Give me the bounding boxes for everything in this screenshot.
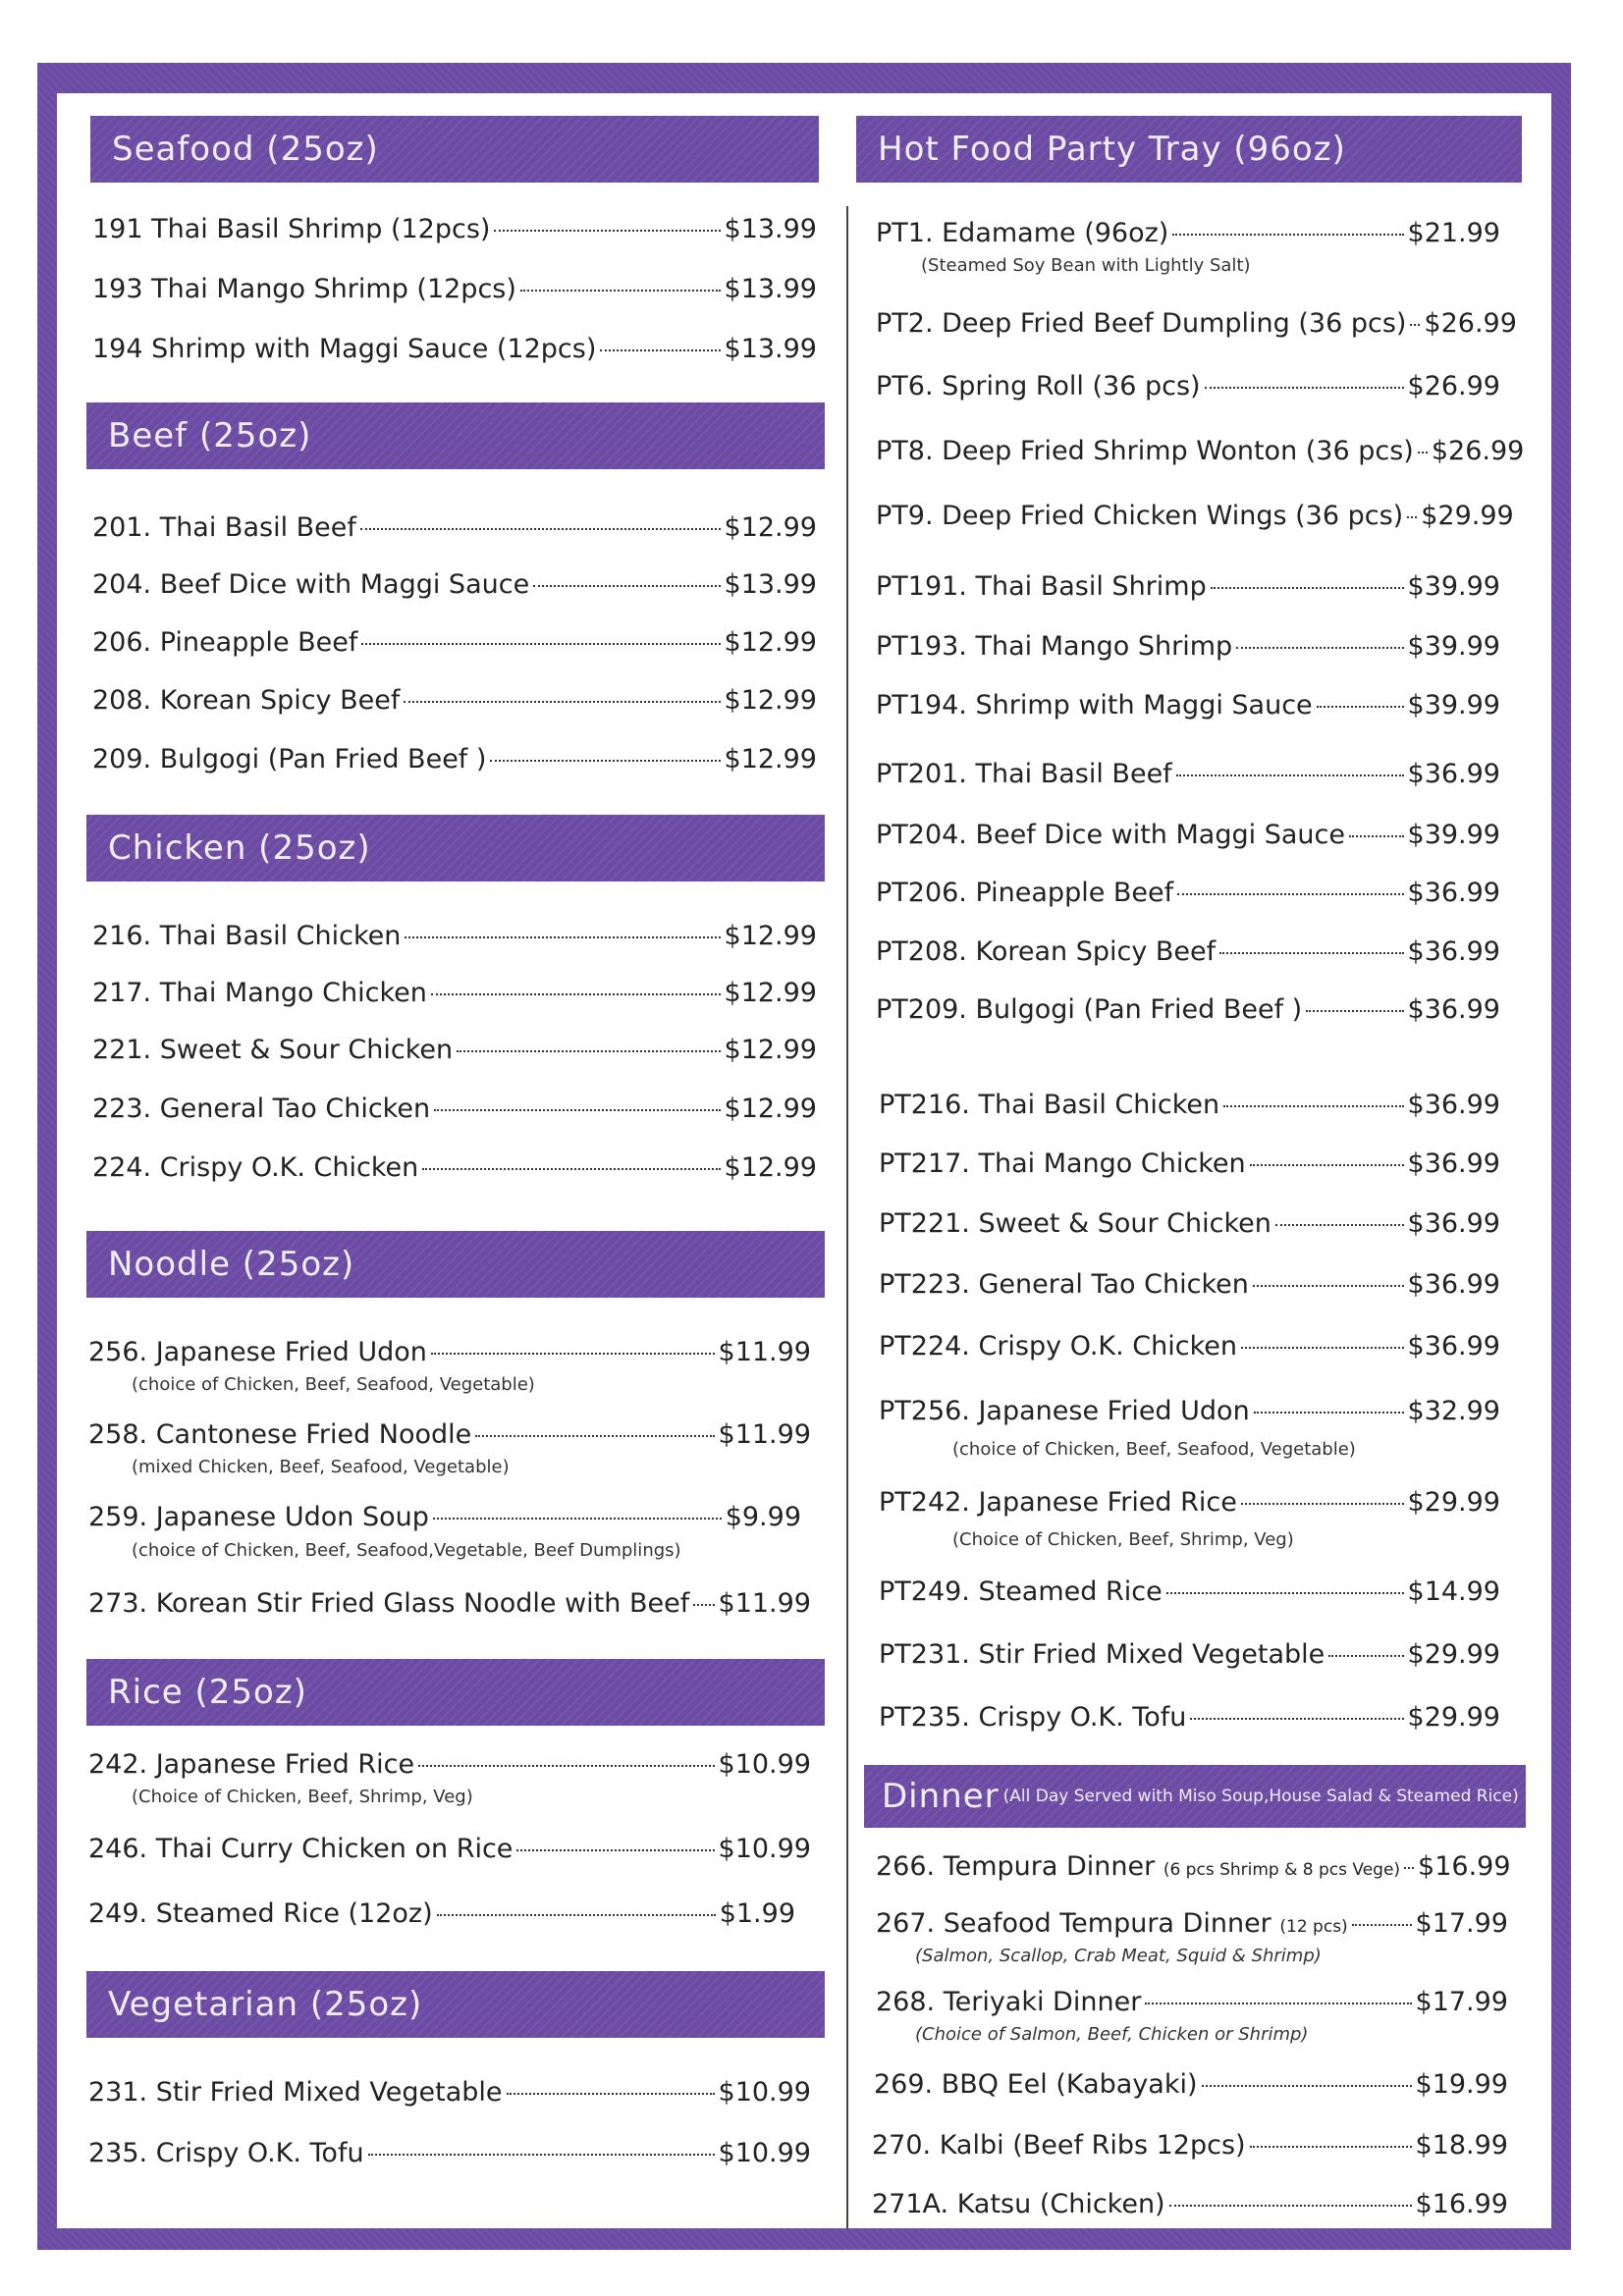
section-header-rice: Rice (25oz) xyxy=(86,1659,825,1726)
menu-item: 273. Korean Stir Fried Glass Noodle with Beef $11.99 xyxy=(88,1588,811,1619)
menu-item: 249. Steamed Rice (12oz) $1.99 xyxy=(88,1898,795,1929)
menu-item: 231. Stir Fried Mixed Vegetable $10.99 xyxy=(88,2077,811,2108)
item-note: (choice of Chicken, Beef, Seafood, Vegetable) xyxy=(952,1439,1356,1460)
menu-item: PT201. Thai Basil Beef $36.99 xyxy=(876,759,1500,789)
item-note: (mixed Chicken, Beef, Seafood, Vegetable) xyxy=(132,1457,510,1477)
menu-item: PT221. Sweet & Sour Chicken $36.99 xyxy=(879,1208,1500,1239)
menu-item: PT224. Crispy O.K. Chicken $36.99 xyxy=(879,1331,1500,1362)
item-note: (Choice of Salmon, Beef, Chicken or Shrimp) xyxy=(915,2024,1309,2045)
menu-item: 242. Japanese Fried Rice $10.99 xyxy=(88,1749,811,1780)
menu-item: PT249. Steamed Rice $14.99 xyxy=(879,1576,1500,1607)
menu-item: 201. Thai Basil Beef $12.99 xyxy=(92,512,817,543)
menu-item: 271A. Katsu (Chicken) $16.99 xyxy=(872,2189,1508,2219)
menu-item: 269. BBQ Eel (Kabayaki) $19.99 xyxy=(874,2069,1508,2100)
item-note: (choice of Chicken, Beef, Seafood,Vegetable, Beef Dumplings) xyxy=(132,1540,681,1561)
menu-item: 208. Korean Spicy Beef $12.99 xyxy=(92,685,817,716)
menu-item: 206. Pineapple Beef $12.99 xyxy=(92,627,817,658)
menu-item: PT1. Edamame (96oz) $21.99 xyxy=(876,218,1500,248)
menu-item: 209. Bulgogi (Pan Fried Beef ) $12.99 xyxy=(92,744,817,774)
column-divider xyxy=(846,206,848,2228)
menu-item: PT242. Japanese Fried Rice $29.99 xyxy=(879,1487,1500,1518)
menu-item: PT217. Thai Mango Chicken $36.99 xyxy=(879,1148,1500,1179)
menu-item: 268. Teriyaki Dinner $17.99 xyxy=(876,1987,1508,2017)
section-header-dinner: Dinner (All Day Served with Miso Soup,House Salad & Steamed Rice) xyxy=(864,1765,1526,1828)
menu-item: 266. Tempura Dinner (6 pcs Shrimp & 8 pcs Vege) $16.99 xyxy=(876,1851,1511,1882)
item-note: (choice of Chicken, Beef, Seafood, Vegetable) xyxy=(132,1374,535,1395)
menu-item: 267. Seafood Tempura Dinner (12 pcs) $17.99 xyxy=(876,1908,1508,1939)
section-header-seafood: Seafood (25oz) xyxy=(90,116,819,183)
menu-item: 221. Sweet & Sour Chicken $12.99 xyxy=(92,1035,817,1065)
item-note: (Choice of Chicken, Beef, Shrimp, Veg) xyxy=(952,1529,1294,1550)
menu-item: PT206. Pineapple Beef $36.99 xyxy=(876,878,1500,908)
menu-item: PT256. Japanese Fried Udon $32.99 xyxy=(879,1396,1500,1426)
item-note: (Salmon, Scallop, Crab Meat, Squid & Shrimp) xyxy=(915,1946,1322,1966)
menu-item: 204. Beef Dice with Maggi Sauce $13.99 xyxy=(92,569,817,600)
menu-item: PT231. Stir Fried Mixed Vegetable $29.99 xyxy=(879,1639,1500,1670)
menu-item: PT2. Deep Fried Beef Dumpling (36 pcs) $26.99 xyxy=(876,308,1517,339)
section-header-party-tray: Hot Food Party Tray (96oz) xyxy=(856,116,1522,183)
menu-item: PT194. Shrimp with Maggi Sauce $39.99 xyxy=(876,690,1500,721)
menu-item: PT235. Crispy O.K. Tofu $29.99 xyxy=(879,1702,1500,1733)
section-header-chicken: Chicken (25oz) xyxy=(86,815,825,881)
menu-item: 235. Crispy O.K. Tofu $10.99 xyxy=(88,2138,811,2168)
menu-item: 193 Thai Mango Shrimp (12pcs) $13.99 xyxy=(92,274,817,304)
menu-item: 217. Thai Mango Chicken $12.99 xyxy=(92,978,817,1008)
item-note: (Choice of Chicken, Beef, Shrimp, Veg) xyxy=(132,1787,473,1807)
menu-item: 270. Kalbi (Beef Ribs 12pcs) $18.99 xyxy=(872,2130,1508,2161)
menu-item: PT6. Spring Roll (36 pcs) $26.99 xyxy=(876,371,1500,401)
menu-item: PT223. General Tao Chicken $36.99 xyxy=(879,1269,1500,1300)
menu-item: PT208. Korean Spicy Beef $36.99 xyxy=(876,936,1500,967)
menu-item: 258. Cantonese Fried Noodle $11.99 xyxy=(88,1419,811,1450)
menu-item: PT193. Thai Mango Shrimp $39.99 xyxy=(876,631,1500,662)
section-header-noodle: Noodle (25oz) xyxy=(86,1231,825,1298)
menu-item: PT216. Thai Basil Chicken $36.99 xyxy=(879,1090,1500,1120)
menu-item: 246. Thai Curry Chicken on Rice $10.99 xyxy=(88,1834,811,1864)
menu-item: PT191. Thai Basil Shrimp $39.99 xyxy=(876,571,1500,602)
menu-item: PT204. Beef Dice with Maggi Sauce $39.99 xyxy=(876,820,1500,850)
menu-item: PT9. Deep Fried Chicken Wings (36 pcs) $29.99 xyxy=(876,501,1514,531)
menu-item: PT8. Deep Fried Shrimp Wonton (36 pcs) $26.99 xyxy=(876,436,1525,466)
section-header-vegetarian: Vegetarian (25oz) xyxy=(86,1971,825,2038)
menu-item: PT209. Bulgogi (Pan Fried Beef ) $36.99 xyxy=(876,994,1500,1025)
menu-item: 216. Thai Basil Chicken $12.99 xyxy=(92,921,817,951)
item-note: (Steamed Soy Bean with Lightly Salt) xyxy=(921,255,1251,276)
menu-item: 256. Japanese Fried Udon $11.99 xyxy=(88,1337,811,1367)
section-header-beef: Beef (25oz) xyxy=(86,402,825,469)
menu-item: 223. General Tao Chicken $12.99 xyxy=(92,1094,817,1124)
menu-item: 224. Crispy O.K. Chicken $12.99 xyxy=(92,1152,817,1183)
menu-item: 191 Thai Basil Shrimp (12pcs) $13.99 xyxy=(92,214,817,244)
menu-item: 194 Shrimp with Maggi Sauce (12pcs) $13.99 xyxy=(92,334,817,364)
menu-item: 259. Japanese Udon Soup $9.99 xyxy=(88,1502,801,1532)
